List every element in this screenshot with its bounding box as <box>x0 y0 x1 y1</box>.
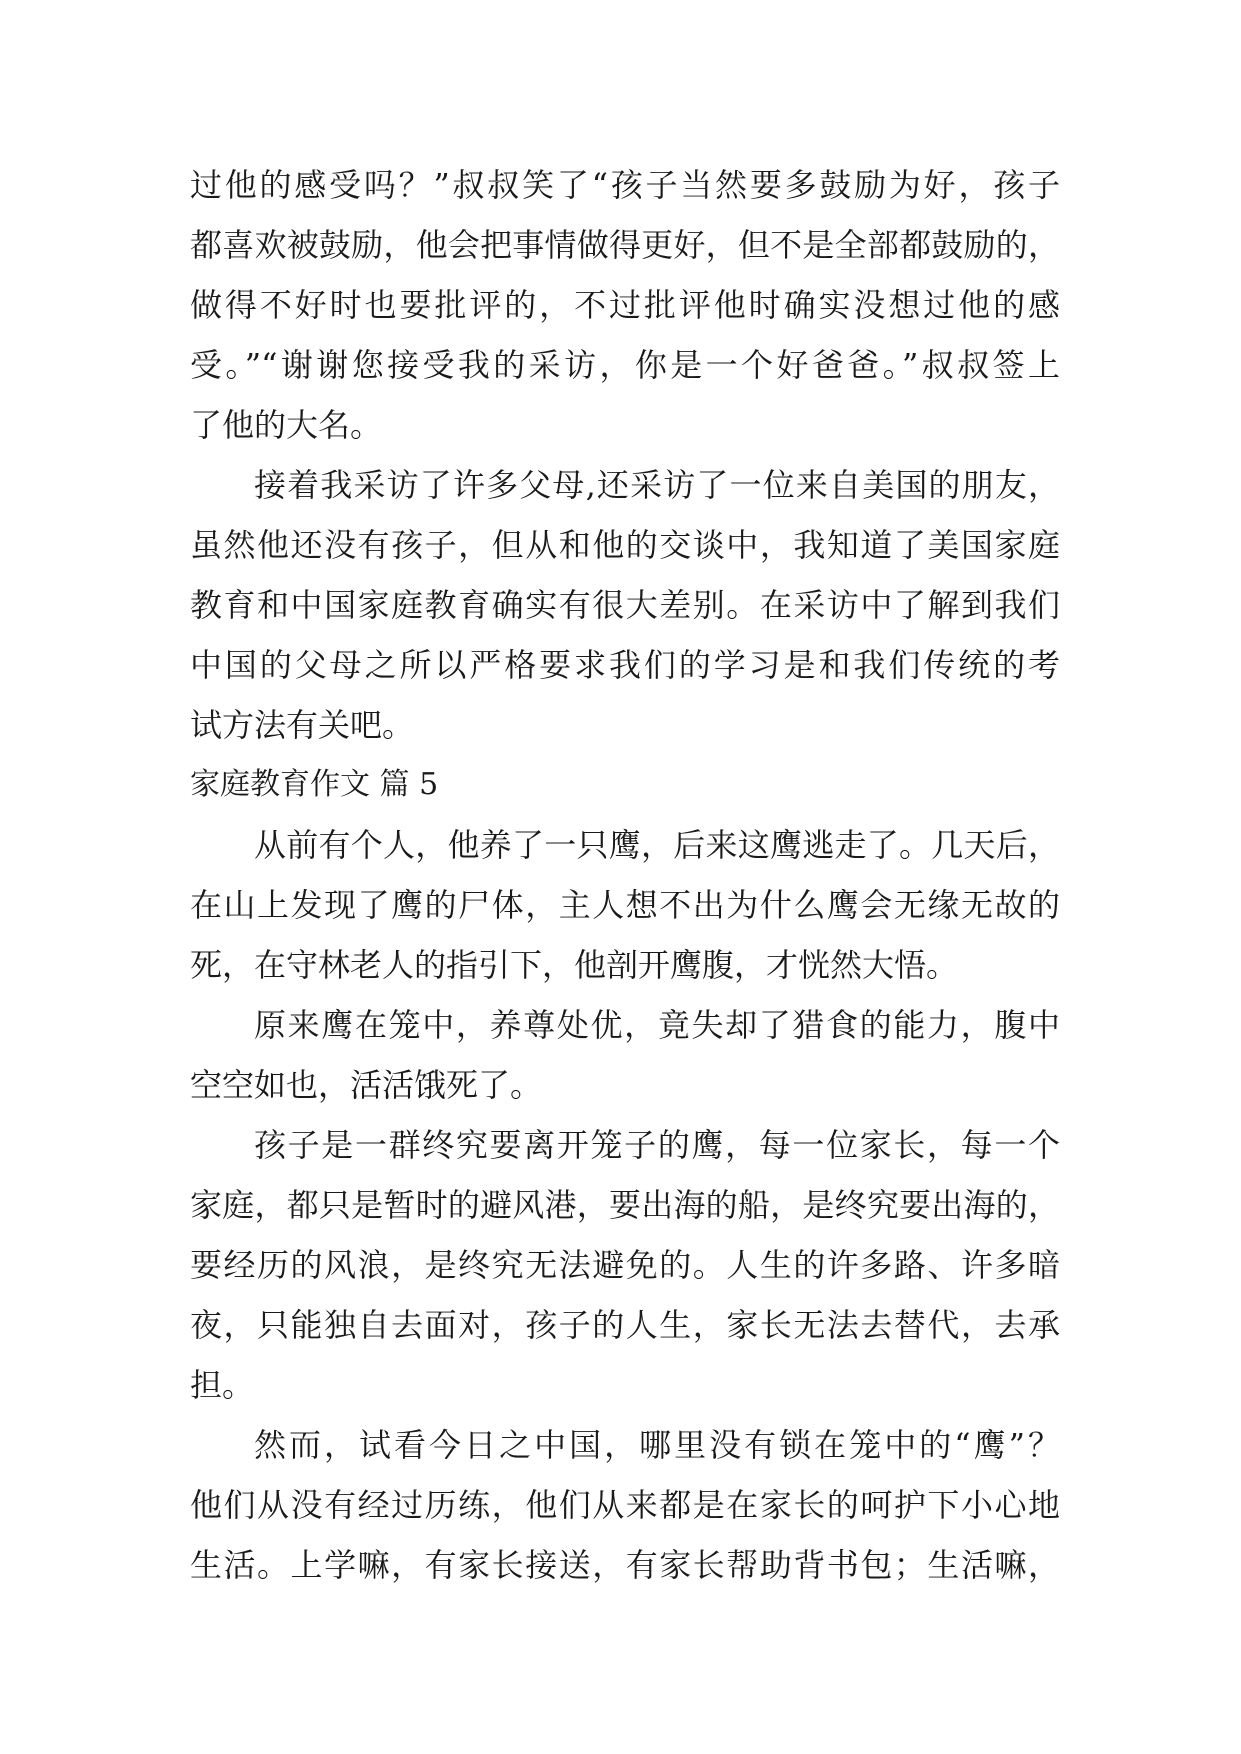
text-line: 都喜欢被鼓励，他会把事情做得更好，但不是全部都鼓励的， <box>190 226 1060 264</box>
text-line: 受。”“谢谢您接受我的采访，你是一个好爸爸。”叔叔签上 <box>190 346 1060 384</box>
text-line: 接着我采访了许多父母,还采访了一位来自美国的朋友， <box>254 466 1060 504</box>
paragraph <box>190 815 1060 995</box>
paragraph <box>190 155 1060 455</box>
text-line: 然而，试看今日之中国，哪里没有锁在笼中的“鹰”？ <box>254 1426 1060 1464</box>
text-line: 在山上发现了鹰的尸体，主人想不出为什么鹰会无缘无故的 <box>190 886 1060 924</box>
section-heading: 家庭教育作文 篇 5 <box>190 767 439 802</box>
text-line: 过他的感受吗？”叔叔笑了“孩子当然要多鼓励为好，孩子 <box>190 166 1060 204</box>
text-line: 家庭，都只是暂时的避风港，要出海的船，是终究要出海的， <box>190 1186 1060 1224</box>
document-body <box>190 155 1060 1595</box>
text-line: 试方法有关吧。 <box>190 706 415 744</box>
text-line: 要经历的风浪，是终究无法避免的。人生的许多路、许多暗 <box>190 1246 1060 1284</box>
text-line: 虽然他还没有孩子，但从和他的交谈中，我知道了美国家庭 <box>190 526 1060 564</box>
text-line: 做得不好时也要批评的，不过批评他时确实没想过他的感 <box>190 286 1060 324</box>
text-line: 空空如也，活活饿死了。 <box>190 1066 543 1104</box>
text-line: 他们从没有经过历练，他们从来都是在家长的呵护下小心地 <box>190 1486 1060 1524</box>
text-line: 孩子是一群终究要离开笼子的鹰，每一位家长，每一个 <box>254 1126 1060 1164</box>
paragraph <box>190 1115 1060 1415</box>
text-line: 死，在守林老人的指引下，他剖开鹰腹，才恍然大悟。 <box>190 946 959 984</box>
paragraph <box>190 1415 1060 1595</box>
text-line: 中国的父母之所以严格要求我们的学习是和我们传统的考 <box>190 646 1060 684</box>
paragraph <box>190 995 1060 1115</box>
text-line: 了他的大名。 <box>190 406 383 444</box>
text-line: 从前有个人，他养了一只鹰，后来这鹰逃走了。几天后， <box>254 826 1060 864</box>
text-line: 生活。上学嘛，有家长接送，有家长帮助背书包；生活嘛， <box>190 1546 1060 1584</box>
text-line: 教育和中国家庭教育确实有很大差别。在采访中了解到我们 <box>190 586 1060 624</box>
text-line: 夜，只能独自去面对，孩子的人生，家长无法去替代，去承 <box>190 1306 1060 1344</box>
text-line: 原来鹰在笼中，养尊处优，竟失却了猎食的能力，腹中 <box>254 1006 1060 1044</box>
paragraph <box>190 455 1060 755</box>
text-line: 担。 <box>190 1366 255 1404</box>
